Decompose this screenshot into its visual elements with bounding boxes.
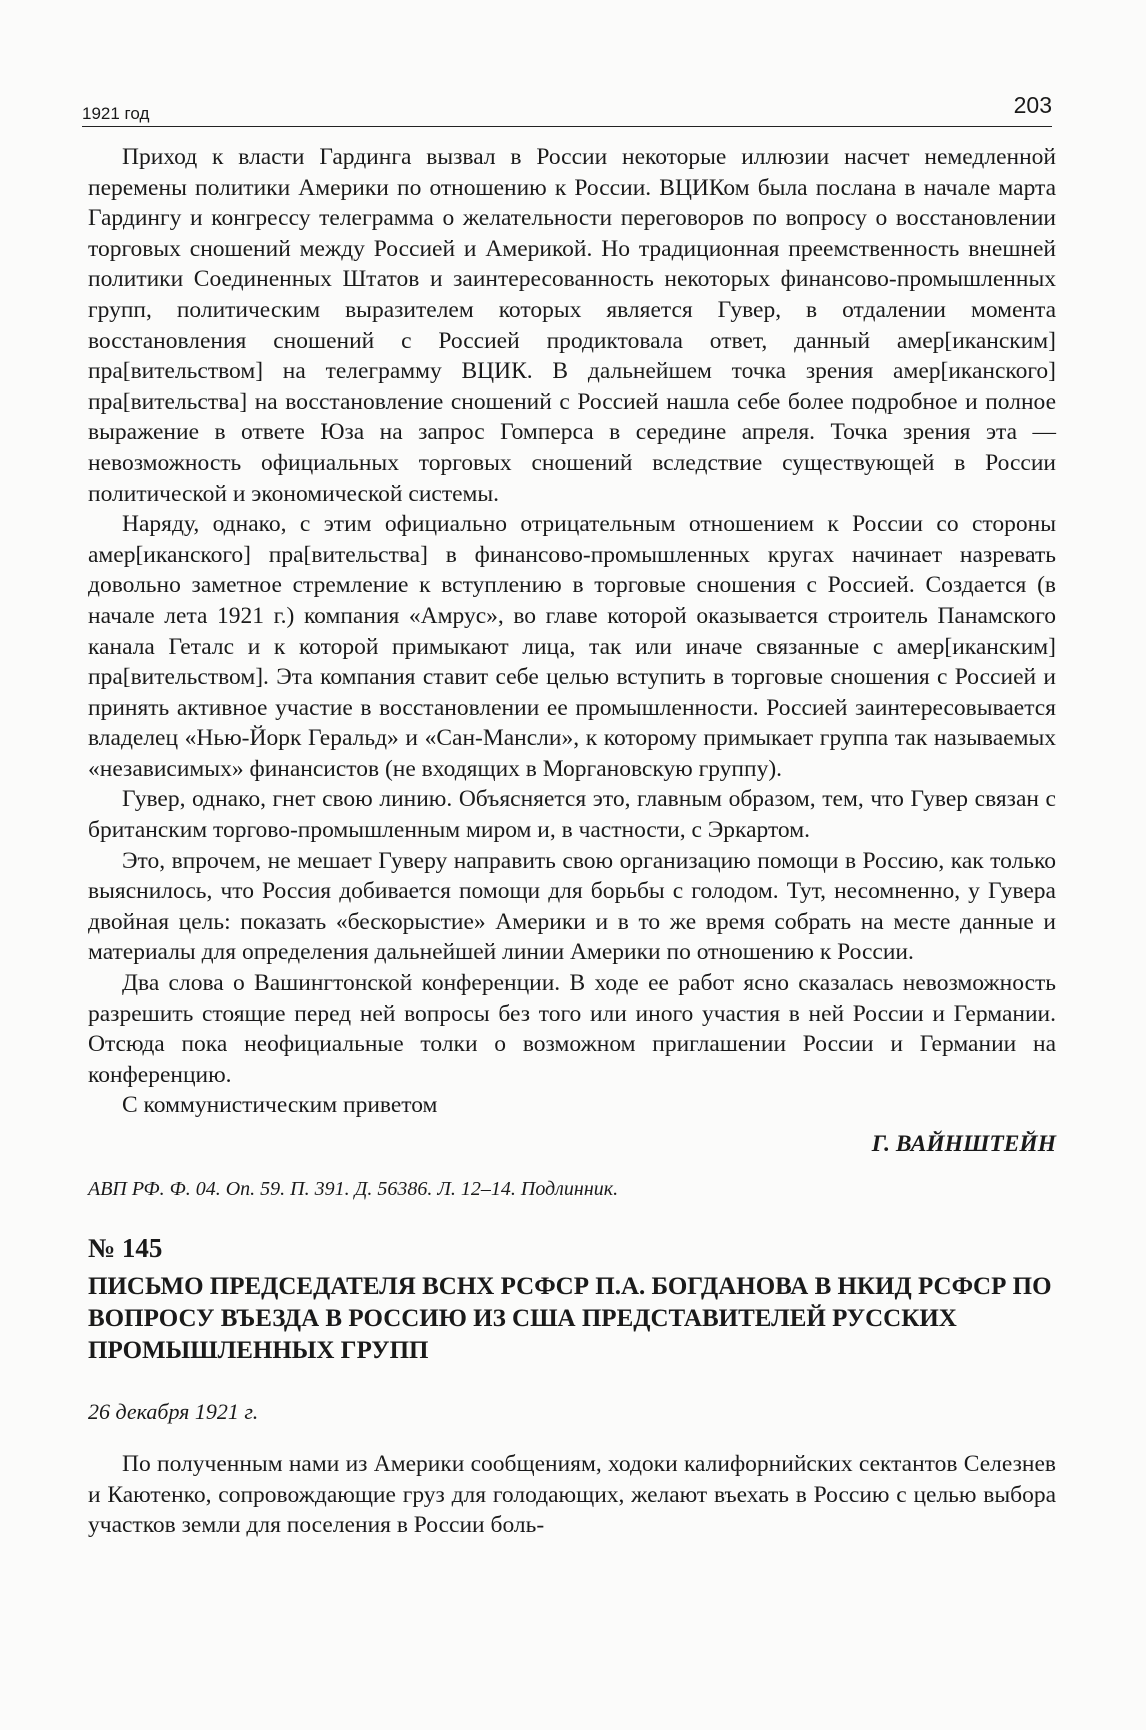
paragraph: Гувер, однако, гнет свою линию. Объясняется это, главным образом, тем, что Гувер связан с британским торгово-промышленным миром и, в частности, с Эркартом. [88,786,1056,844]
running-header [82,92,1052,127]
page-body [88,142,1056,1541]
paragraph: Наряду, однако, с этим официально отрицательным отношением к России со стороны амер[иканского] пра[вительства] в финансово-промышленных кругах начинает назревать довольно заметное стремление к вступлению в торговые сношения с Россией. Создается (в начале лета 1921 г.) компания «Амрус», во главе которой оказывается строитель Панамского канала Геталс и к которой примыкают лица, так или иначе связанные с амер[иканским] пра[вительством]. Эта компания ставит себе целью вступить в торговые сношения с Россией и принять активное участие в восстановлении ее промышленности. Россией заинтересовывается владелец «Нью-Йорк Геральд» и «Сан-Мансли», к которому примыкает группа так называемых «независимых» финансистов (не входящих в Моргановскую группу). [88,511,1056,782]
paragraph: Два слова о Вашингтонской конференции. В ходе ее работ ясно сказалась невозможность разрешить стоящие перед ней вопросы без того или иного участия в ней России и Германии. Отсюда пока неофициальные толки о возможном приглашении России и Германии на конференцию. [88,970,1056,1088]
paragraph: Это, впрочем, не мешает Гуверу направить свою организацию помощи в Россию, как только выяснилось, что Россия добивается помощи для борьбы с голодом. Тут, несомненно, у Гувера двойная цель: показать «бескорыстие» Америки и в то же время собрать на месте данные и материалы для определения дальнейшей линии Америки по отношению к России. [88,847,1056,966]
document-title: ПИСЬМО ПРЕДСЕДАТЕЛЯ ВСНХ РСФСР П.А. БОГДАНОВА В НКИД РСФСР ПО ВОПРОСУ ВЪЕЗДА В РОССИЮ ИЗ США ПРЕДСТАВИТЕЛЕЙ РУССКИХ ПРОМЫШЛЕННЫХ ГРУПП [88,1273,1052,1364]
closing-salutation: С коммунистическим приветом [122,1092,438,1119]
page-number: 203 [1013,92,1052,118]
document-number: № 145 [88,1233,163,1263]
document-body-paragraph: По полученным нами из Америки сообщениям, ходоки калифорнийских сектантов Селезнев и Каютенко, сопровождающие груз для голодающих, желают въехать в Россию с целью выбора участков земли для поселения в России боль- [88,1451,1056,1539]
signature: Г. ВАЙНШТЕЙН [871,1131,1056,1157]
paragraph: Приход к власти Гардинга вызвал в России некоторые иллюзии насчет немедленной перемены политики Америки по отношению к России. ВЦИКом была послана в начале марта Гардингу и конгрессу телеграмма о желательности переговоров по вопросу о восстановлении торговых сношений между Россией и Америкой. Но традиционная преемственность внешней политики Соединенных Штатов и заинтересованность некоторых финансово-промышленных групп, политическим выразителем которых является Гувер, в отдалении момента восстановления сношений с Россией продиктовала ответ, данный амер[иканским] пра[вительством] на телеграмму ВЦИК. В дальнейшем точка зрения амер[иканского] пра[вительства] на восстановление сношений с Россией нашла себе более подробное и полное выражение в ответе Юза на запрос Гомперса в середине апреля. Точка зрения эта — невозможность официальных торговых сношений вследствие существующей в России политической и экономической системы. [88,144,1056,507]
document-date: 26 декабря 1921 г. [88,1399,259,1424]
header-year: 1921 год [82,104,150,123]
archive-reference: АВП РФ. Ф. 04. Оп. 59. П. 391. Д. 56386. Л. 12–14. Подлинник. [88,1178,619,1200]
